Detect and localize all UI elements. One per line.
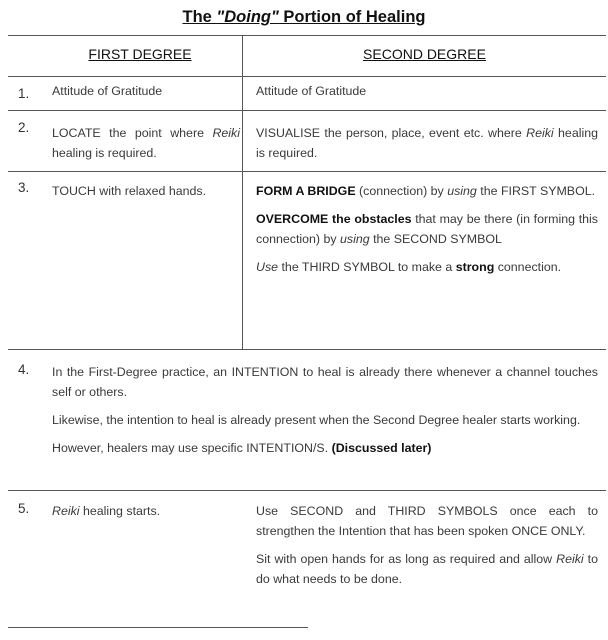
text-italic: Reiki — [52, 504, 80, 518]
text-bold: OVERCOME the obstacles — [256, 212, 412, 226]
text-italic: using — [340, 232, 370, 246]
row1-second: Attitude of Gratitude — [256, 84, 367, 98]
row2-first — [52, 123, 240, 163]
row-number: 2. — [18, 120, 30, 135]
row5-first — [52, 501, 242, 521]
text: (connection) by — [355, 184, 448, 198]
row4-rule — [8, 490, 606, 491]
paragraph — [256, 257, 598, 277]
column-divider — [242, 35, 243, 349]
text: the FIRST SYMBOL. — [476, 184, 596, 198]
text-bold: FORM A BRIDGE — [256, 184, 356, 198]
row5-second — [256, 501, 598, 589]
row2-rule — [8, 171, 606, 172]
text: healing starts. — [79, 504, 161, 518]
row1-rule — [8, 110, 606, 111]
text: healing is required. — [52, 146, 157, 160]
paragraph: In the First-Degree practice, an INTENTION to heal is already there whenever a channel touches self or others. — [52, 365, 598, 399]
paragraph — [256, 209, 598, 249]
text: that may be there (in forming this connection) by — [256, 212, 598, 246]
row4-content — [52, 362, 598, 458]
row3-first: TOUCH with relaxed hands. — [52, 184, 207, 198]
paragraph — [256, 549, 598, 589]
text-italic: using — [447, 184, 477, 198]
page-title — [0, 8, 608, 27]
row2-second — [256, 123, 598, 163]
paragraph: Likewise, the intention to heal is already present when the Second Degree healer starts working. — [52, 413, 581, 427]
row-number: 4. — [18, 362, 30, 377]
text: connection. — [494, 260, 562, 274]
text: VISUALISE the person, place, event etc. where — [256, 126, 527, 140]
text-italic: Reiki — [526, 126, 554, 140]
bottom-rule — [8, 627, 308, 628]
text: However, healers may use specific INTENTION/S. — [52, 441, 332, 455]
row3-rule — [8, 349, 606, 350]
paragraph: Use SECOND and THIRD SYMBOLS once each to strengthen the Intention that has been spoken ONCE ONLY. — [256, 504, 598, 538]
text-bold: (Discussed later) — [331, 441, 432, 455]
header-first-degree: FIRST DEGREE — [88, 46, 192, 62]
text-bold: strong — [455, 260, 495, 274]
title-italic: "Doing" — [216, 8, 279, 26]
text: the SECOND SYMBOL — [369, 232, 502, 246]
table-top-rule — [8, 35, 606, 36]
title-text: The — [182, 8, 217, 26]
text: the THIRD SYMBOL to make a — [278, 260, 456, 274]
row-number: 5. — [18, 501, 30, 516]
paragraph — [256, 181, 598, 201]
text: Sit with open hands for as long as required and allow — [256, 552, 557, 566]
paragraph — [52, 438, 598, 458]
header-rule — [8, 76, 606, 77]
row1-first: Attitude of Gratitude — [52, 84, 163, 98]
text: to do what needs to be done. — [256, 552, 598, 586]
text-italic: Reiki — [556, 552, 584, 566]
text-italic: Reiki — [212, 126, 240, 140]
text: healing is required. — [256, 126, 598, 160]
text-italic: Use — [256, 260, 279, 274]
row3-second — [256, 181, 598, 277]
header-second-degree: SECOND DEGREE — [363, 46, 486, 62]
row-number: 3. — [18, 180, 30, 195]
row-number: 1. — [18, 86, 30, 101]
title-rest: Portion of Healing — [278, 8, 426, 26]
text: LOCATE the point where — [52, 126, 213, 140]
